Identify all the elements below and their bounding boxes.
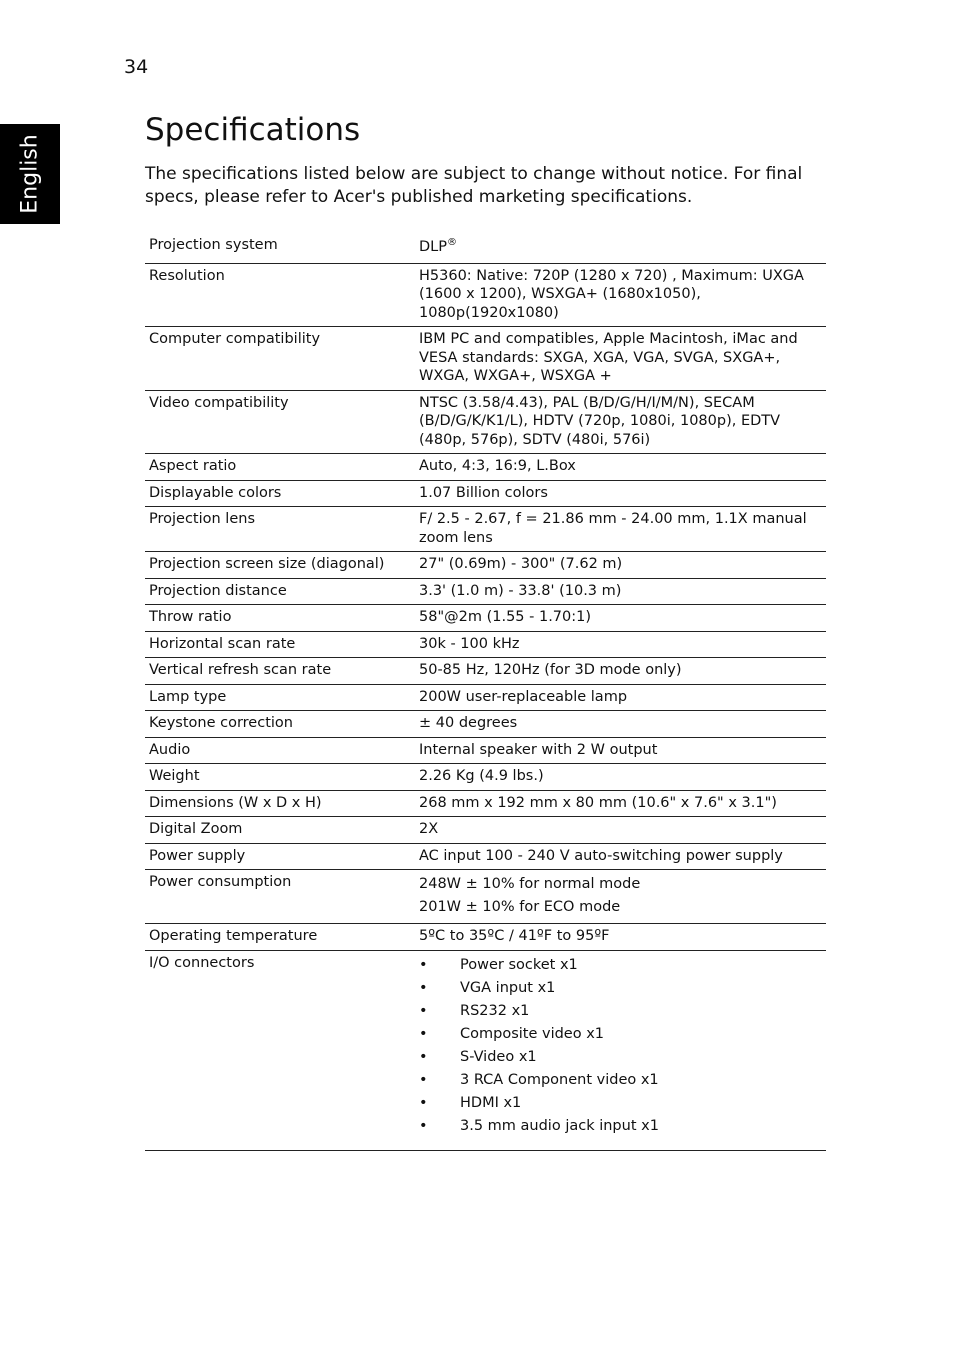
- spec-row-io-connectors: [145, 950, 826, 1150]
- spec-row-resolution: [145, 263, 826, 327]
- spec-row-dimensions: [145, 790, 826, 817]
- spec-row-weight: [145, 764, 826, 791]
- spec-value: [411, 870, 826, 924]
- spec-label: Weight: [145, 764, 411, 791]
- bullet-icon: •: [419, 1025, 428, 1042]
- power-eco-mode: 201W ± 10% for ECO mode: [419, 899, 621, 915]
- spec-row-computer-compatibility: [145, 327, 826, 391]
- spec-row-operating-temperature: [145, 924, 826, 951]
- page-title: Specifications: [145, 112, 361, 148]
- list-item-text: VGA input x1: [460, 979, 556, 996]
- spec-row-power-supply: [145, 843, 826, 870]
- bullet-icon: •: [419, 1094, 428, 1111]
- spec-label: Lamp type: [145, 684, 411, 711]
- spec-row-projection-system: [145, 232, 826, 263]
- spec-row-projection-lens: [145, 507, 826, 552]
- list-item-text: Composite video x1: [460, 1025, 605, 1042]
- bullet-icon: •: [419, 979, 428, 996]
- specifications-table: [145, 232, 826, 1151]
- bullet-icon: •: [419, 1117, 428, 1134]
- spec-value: [411, 950, 826, 1150]
- spec-label: I/O connectors: [145, 950, 411, 1150]
- spec-label: Digital Zoom: [145, 817, 411, 844]
- spec-label: Keystone correction: [145, 711, 411, 738]
- language-tab: [0, 124, 60, 224]
- spec-label: Video compatibility: [145, 390, 411, 454]
- spec-value: 2X: [411, 817, 826, 844]
- io-connector-list: [419, 954, 822, 1138]
- spec-label: Computer compatibility: [145, 327, 411, 391]
- spec-label: Projection system: [145, 232, 411, 263]
- list-item-text: Power socket x1: [460, 956, 578, 973]
- bullet-icon: •: [419, 1002, 428, 1019]
- spec-value: 200W user-replaceable lamp: [411, 684, 826, 711]
- spec-row-displayable-colors: [145, 480, 826, 507]
- spec-label: Projection screen size (diagonal): [145, 552, 411, 579]
- list-item-text: 3 RCA Component video x1: [460, 1071, 659, 1088]
- list-item-text: HDMI x1: [460, 1094, 522, 1111]
- spec-label: Projection lens: [145, 507, 411, 552]
- spec-value: IBM PC and compatibles, Apple Macintosh, iMac and VESA standards: SXGA, XGA, VGA, SVGA, SXGA+, WXGA, WXGA+, WSXGA +: [411, 327, 826, 391]
- spec-label: Resolution: [145, 263, 411, 327]
- spec-label: Horizontal scan rate: [145, 631, 411, 658]
- list-item-text: RS232 x1: [460, 1002, 530, 1019]
- spec-row-aspect-ratio: [145, 454, 826, 481]
- spec-value: 50-85 Hz, 120Hz (for 3D mode only): [411, 658, 826, 685]
- spec-label: Power consumption: [145, 870, 411, 924]
- list-item: [419, 1115, 822, 1138]
- spec-value: [411, 232, 826, 263]
- spec-value: Internal speaker with 2 W output: [411, 737, 826, 764]
- spec-value: 2.26 Kg (4.9 lbs.): [411, 764, 826, 791]
- spec-label: Audio: [145, 737, 411, 764]
- spec-row-digital-zoom: [145, 817, 826, 844]
- spec-value: 58"@2m (1.55 - 1.70:1): [411, 605, 826, 632]
- spec-label: Power supply: [145, 843, 411, 870]
- spec-row-projection-distance: [145, 578, 826, 605]
- bullet-icon: •: [419, 1071, 428, 1088]
- spec-label: Operating temperature: [145, 924, 411, 951]
- spec-value: NTSC (3.58/4.43), PAL (B/D/G/H/I/M/N), SECAM (B/D/G/K/K1/L), HDTV (720p, 1080i, 1080p), EDTV (480p, 576p), SDTV (480i, 576i): [411, 390, 826, 454]
- bullet-icon: •: [419, 956, 428, 973]
- spec-value: 1.07 Billion colors: [411, 480, 826, 507]
- spec-row-lamp-type: [145, 684, 826, 711]
- spec-label: Vertical refresh scan rate: [145, 658, 411, 685]
- spec-value: 27" (0.69m) - 300" (7.62 m): [411, 552, 826, 579]
- list-item: [419, 977, 822, 1000]
- list-item: [419, 1023, 822, 1046]
- spec-value-text: DLP: [419, 239, 447, 255]
- spec-row-video-compatibility: [145, 390, 826, 454]
- spec-row-power-consumption: [145, 870, 826, 924]
- spec-row-screen-size: [145, 552, 826, 579]
- spec-row-audio: [145, 737, 826, 764]
- spec-row-keystone: [145, 711, 826, 738]
- spec-value: H5360: Native: 720P (1280 x 720) , Maximum: UXGA (1600 x 1200), WSXGA+ (1680x1050), 1080p(1920x1080): [411, 263, 826, 327]
- page-number: 34: [124, 56, 149, 78]
- spec-value: 30k - 100 kHz: [411, 631, 826, 658]
- spec-value: ± 40 degrees: [411, 711, 826, 738]
- spec-value: 3.3' (1.0 m) - 33.8' (10.3 m): [411, 578, 826, 605]
- spec-value: AC input 100 - 240 V auto-switching power supply: [411, 843, 826, 870]
- list-item: [419, 1046, 822, 1069]
- spec-label: Throw ratio: [145, 605, 411, 632]
- spec-row-throw-ratio: [145, 605, 826, 632]
- language-tab-label: English: [17, 134, 43, 214]
- registered-mark: ®: [447, 237, 457, 249]
- spec-label: Projection distance: [145, 578, 411, 605]
- list-item: [419, 1092, 822, 1115]
- spec-label: Aspect ratio: [145, 454, 411, 481]
- list-item-text: S-Video x1: [460, 1048, 537, 1065]
- list-item: [419, 1069, 822, 1092]
- bullet-icon: •: [419, 1048, 428, 1065]
- spec-value: 5ºC to 35ºC / 41ºF to 95ºF: [411, 924, 826, 951]
- list-item: [419, 954, 822, 977]
- power-normal-mode: 248W ± 10% for normal mode: [419, 876, 641, 892]
- spec-row-horizontal-scan: [145, 631, 826, 658]
- spec-row-vertical-refresh: [145, 658, 826, 685]
- spec-label: Displayable colors: [145, 480, 411, 507]
- spec-value: 268 mm x 192 mm x 80 mm (10.6" x 7.6" x 3.1"): [411, 790, 826, 817]
- spec-label: Dimensions (W x D x H): [145, 790, 411, 817]
- intro-paragraph: The specifications listed below are subject to change without notice. For final specs, please refer to Acer's published marketing specifications.: [145, 164, 803, 207]
- list-item: [419, 1000, 822, 1023]
- list-item-text: 3.5 mm audio jack input x1: [460, 1117, 659, 1134]
- spec-value: F/ 2.5 - 2.67, f = 21.86 mm - 24.00 mm, 1.1X manual zoom lens: [411, 507, 826, 552]
- spec-value: Auto, 4:3, 16:9, L.Box: [411, 454, 826, 481]
